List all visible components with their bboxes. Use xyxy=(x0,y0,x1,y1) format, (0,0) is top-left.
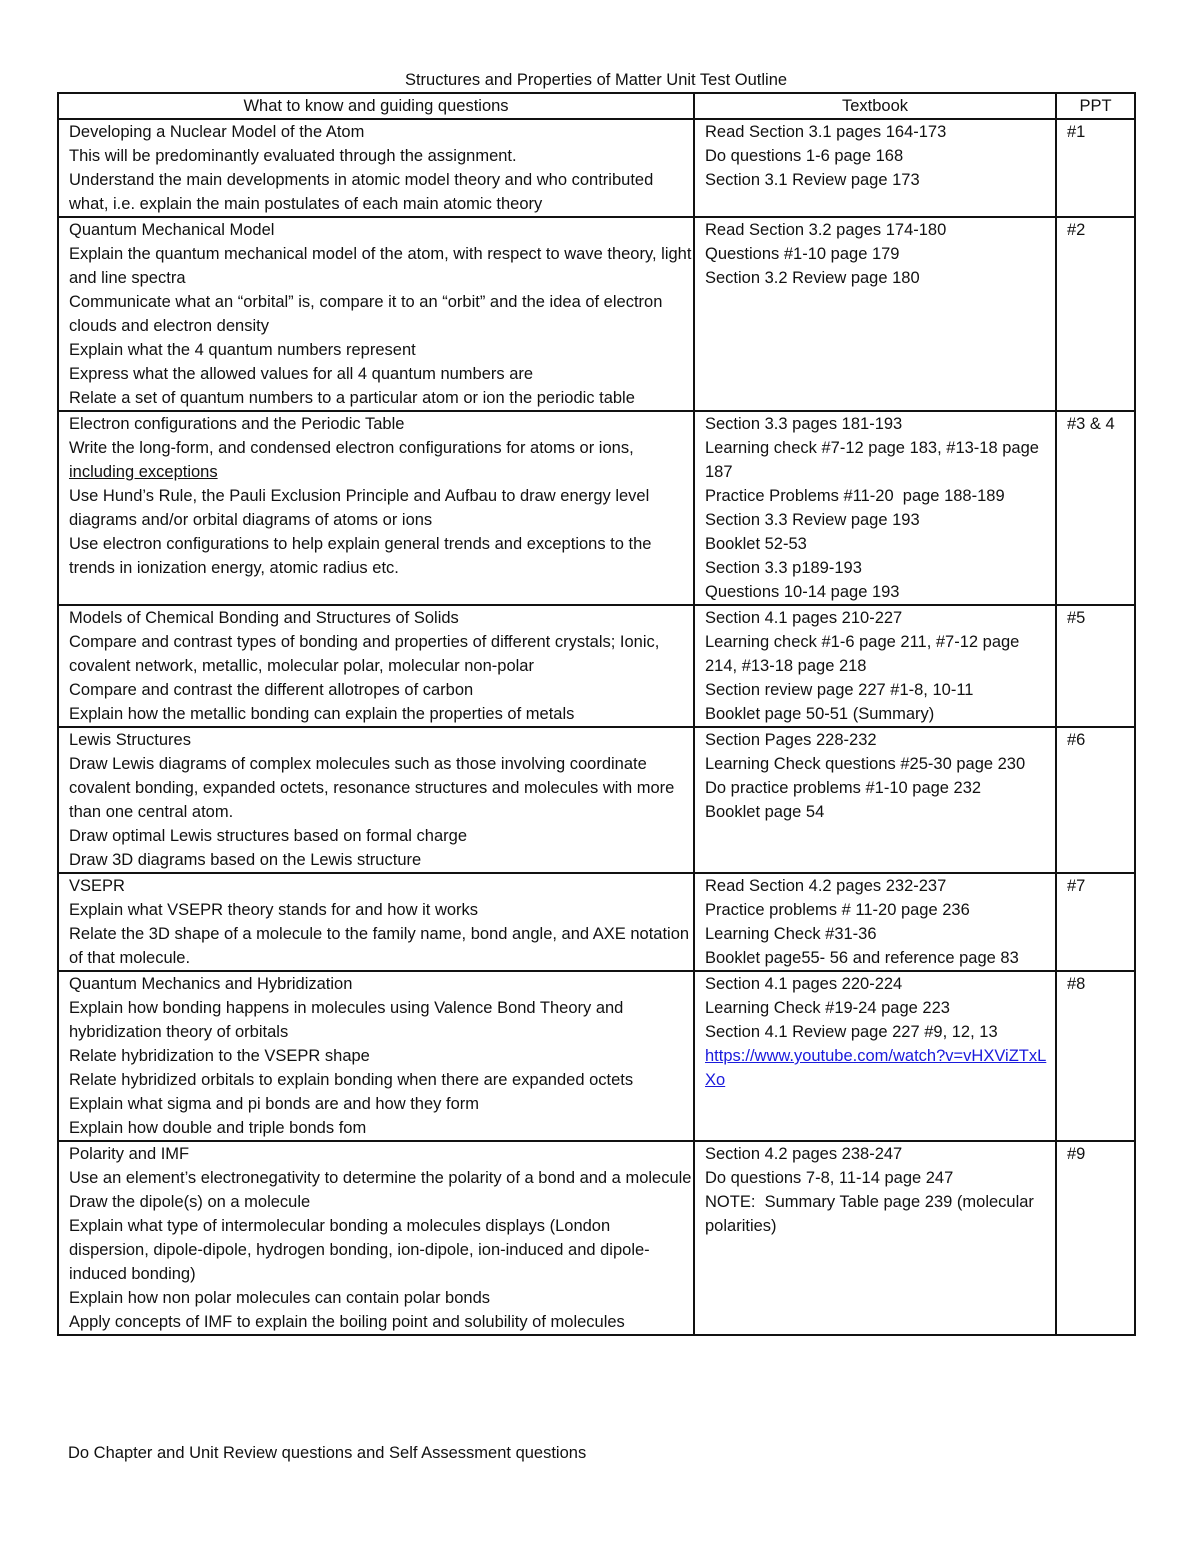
textbook-line: Section 4.1 pages 210-227 xyxy=(705,609,903,627)
textbook-line: Section 4.2 pages 238-247 xyxy=(705,1145,903,1163)
textbook-line: Section 3.3 pages 181-193 xyxy=(705,415,903,433)
table-row xyxy=(58,727,1135,873)
ppt-cell: #7 xyxy=(1056,873,1135,971)
table-row xyxy=(58,411,1135,605)
outline-table xyxy=(57,92,1136,1336)
textbook-line: Section 4.1 Review page 227 #9, 12, 13 xyxy=(705,1023,998,1041)
ppt-cell: #9 xyxy=(1056,1141,1135,1335)
textbook-line: Section 3.1 Review page 173 xyxy=(705,171,920,189)
topic-title: Developing a Nuclear Model of the Atom xyxy=(69,123,365,141)
topic-point: Explain the quantum mechanical model of the atom, with respect to wave theory, light and line spectra xyxy=(69,245,697,287)
textbook-line: Section 3.3 Review page 193 xyxy=(705,511,920,529)
topic-point: Use Hund’s Rule, the Pauli Exclusion Principle and Aufbau to draw energy level diagrams and/or orbital diagrams of atoms or ions xyxy=(69,487,654,529)
textbook-line: Do practice problems #1-10 page 232 xyxy=(705,779,982,797)
topic-point: Explain how bonding happens in molecules using Valence Bond Theory and hybridization theory of orbitals xyxy=(69,999,628,1041)
textbook-cell xyxy=(694,1141,1056,1335)
textbook-line: Learning check #1-6 page 211, #7-12 page 214, #13-18 page 218 xyxy=(705,633,1024,675)
topic-point: Express what the allowed values for all 4 quantum numbers are xyxy=(69,365,534,383)
textbook-line: Learning Check #19-24 page 223 xyxy=(705,999,950,1017)
topic-cell xyxy=(58,1141,694,1335)
table-row xyxy=(58,1141,1135,1335)
topic-cell xyxy=(58,873,694,971)
textbook-line: Questions #1-10 page 179 xyxy=(705,245,900,263)
table-row xyxy=(58,971,1135,1141)
topic-title: Polarity and IMF xyxy=(69,1145,190,1163)
topic-title: VSEPR xyxy=(69,877,125,895)
topic-point: Relate hybridization to the VSEPR shape xyxy=(69,1047,370,1065)
textbook-cell xyxy=(694,119,1056,217)
table-row xyxy=(58,873,1135,971)
topic-title: Electron configurations and the Periodic Table xyxy=(69,415,405,433)
textbook-line: Booklet page 50-51 (Summary) xyxy=(705,705,935,723)
table-row xyxy=(58,605,1135,727)
topic-point: Compare and contrast the different allotropes of carbon xyxy=(69,681,474,699)
ppt-cell: #2 xyxy=(1056,217,1135,411)
topic-point: Explain how non polar molecules can contain polar bonds xyxy=(69,1289,491,1307)
textbook-line: Section review page 227 #1-8, 10-11 xyxy=(705,681,974,699)
textbook-line: Read Section 3.1 pages 164-173 xyxy=(705,123,947,141)
topic-cell xyxy=(58,605,694,727)
topic-cell xyxy=(58,971,694,1141)
footer-note: Do Chapter and Unit Review questions and Self Assessment questions xyxy=(68,1444,587,1462)
textbook-line: Learning Check questions #25-30 page 230 xyxy=(705,755,1026,773)
topic-point: Explain how double and triple bonds fom xyxy=(69,1119,367,1137)
textbook-line: Practice problems # 11-20 page 236 xyxy=(705,901,970,919)
textbook-line: Learning Check #31-36 xyxy=(705,925,877,943)
textbook-line: Section 3.3 p189-193 xyxy=(705,559,862,577)
topic-point: Draw 3D diagrams based on the Lewis structure xyxy=(69,851,422,869)
topic-title: Quantum Mechanical Model xyxy=(69,221,275,239)
ppt-cell: #6 xyxy=(1056,727,1135,873)
topic-point: Use electron configurations to help explain general trends and exceptions to the trends in ionization energy, atomic radius etc. xyxy=(69,535,657,577)
topic-cell xyxy=(58,119,694,217)
textbook-line: Section 4.1 pages 220-224 xyxy=(705,975,903,993)
topic-point: Compare and contrast types of bonding and properties of different crystals; Ionic, covalent network, metallic, molecular polar, molecular non-polar xyxy=(69,633,664,675)
textbook-line: Section 3.2 Review page 180 xyxy=(705,269,920,287)
header-topic: What to know and guiding questions xyxy=(58,93,694,119)
ppt-cell: #8 xyxy=(1056,971,1135,1141)
textbook-cell xyxy=(694,605,1056,727)
topic-title: Quantum Mechanics and Hybridization xyxy=(69,975,353,993)
ppt-cell: #5 xyxy=(1056,605,1135,727)
topic-point: Communicate what an “orbital” is, compare it to an “orbit” and the idea of electron clouds and electron density xyxy=(69,293,667,335)
youtube-link[interactable]: https://www.youtube.com/watch?v=vHXViZTxLXo xyxy=(705,1047,1047,1089)
table-row xyxy=(58,119,1135,217)
topic-point: Draw optimal Lewis structures based on formal charge xyxy=(69,827,468,845)
topic-point: Explain how the metallic bonding can explain the properties of metals xyxy=(69,705,575,723)
topic-cell xyxy=(58,411,694,605)
topic-point-text: Write the long-form, and condensed electron configurations for atoms or ions, xyxy=(69,439,639,457)
ppt-cell: #1 xyxy=(1056,119,1135,217)
textbook-line: Read Section 4.2 pages 232-237 xyxy=(705,877,947,895)
textbook-cell xyxy=(694,873,1056,971)
topic-point: Draw Lewis diagrams of complex molecules such as those involving coordinate covalent bonding, expanded octets, resonance structures and molecules with more than one central atom. xyxy=(69,755,679,821)
topic-point: Apply concepts of IMF to explain the boiling point and solubility of molecules xyxy=(69,1313,625,1331)
topic-title: Models of Chemical Bonding and Structures of Solids xyxy=(69,609,459,627)
table-header-row xyxy=(58,93,1135,119)
topic-point xyxy=(69,436,693,484)
textbook-line: Booklet 52-53 xyxy=(705,535,807,553)
topic-point: Explain what VSEPR theory stands for and how it works xyxy=(69,901,479,919)
topic-cell xyxy=(58,727,694,873)
textbook-cell xyxy=(694,411,1056,605)
topic-point: Understand the main developments in atomic model theory and who contributed what, i.e. explain the main postulates of each main atomic theory xyxy=(69,171,658,213)
textbook-line: Booklet page 54 xyxy=(705,803,825,821)
topic-point: Explain what the 4 quantum numbers represent xyxy=(69,341,416,359)
page-title: Structures and Properties of Matter Unit Test Outline xyxy=(404,71,788,89)
topic-cell xyxy=(58,217,697,411)
textbook-cell xyxy=(694,217,1056,411)
textbook-line: Read Section 3.2 pages 174-180 xyxy=(705,221,947,239)
topic-point: Explain what sigma and pi bonds are and how they form xyxy=(69,1095,479,1113)
topic-title: Lewis Structures xyxy=(69,731,191,749)
underlined-emphasis: including exceptions xyxy=(69,463,218,481)
topic-point: Draw the dipole(s) on a molecule xyxy=(69,1193,311,1211)
header-textbook: Textbook xyxy=(694,93,1056,119)
textbook-cell xyxy=(694,971,1056,1141)
topic-point: This will be predominantly evaluated through the assignment. xyxy=(69,147,517,165)
topic-point: Relate a set of quantum numbers to a particular atom or ion the periodic table xyxy=(69,389,635,407)
textbook-cell xyxy=(694,727,1056,873)
header-ppt: PPT xyxy=(1056,93,1135,119)
textbook-line: NOTE: Summary Table page 239 (molecular polarities) xyxy=(705,1193,1039,1235)
textbook-line: Section Pages 228-232 xyxy=(705,731,877,749)
textbook-line: Practice Problems #11-20 page 188-189 xyxy=(705,487,1005,505)
topic-point: Use an element’s electronegativity to determine the polarity of a bond and a molecule xyxy=(69,1169,692,1187)
textbook-line: Booklet page55- 56 and reference page 83 xyxy=(705,949,1019,967)
textbook-line: Questions 10-14 page 193 xyxy=(705,583,900,601)
textbook-line: Learning check #7-12 page 183, #13-18 page 187 xyxy=(705,439,1044,481)
table-row xyxy=(58,217,1135,411)
textbook-line: Do questions 7-8, 11-14 page 247 xyxy=(705,1169,954,1187)
ppt-cell: #3 & 4 xyxy=(1056,411,1135,605)
topic-point: Relate the 3D shape of a molecule to the family name, bond angle, and AXE notation of that molecule. xyxy=(69,925,694,967)
textbook-line: Do questions 1-6 page 168 xyxy=(705,147,904,165)
topic-point: Explain what type of intermolecular bonding a molecules displays (London dispersion, dipole-dipole, hydrogen bonding, ion-dipole, ion-induced and dipole-induced bonding) xyxy=(69,1217,650,1283)
topic-point: Relate hybridized orbitals to explain bonding when there are expanded octets xyxy=(69,1071,634,1089)
